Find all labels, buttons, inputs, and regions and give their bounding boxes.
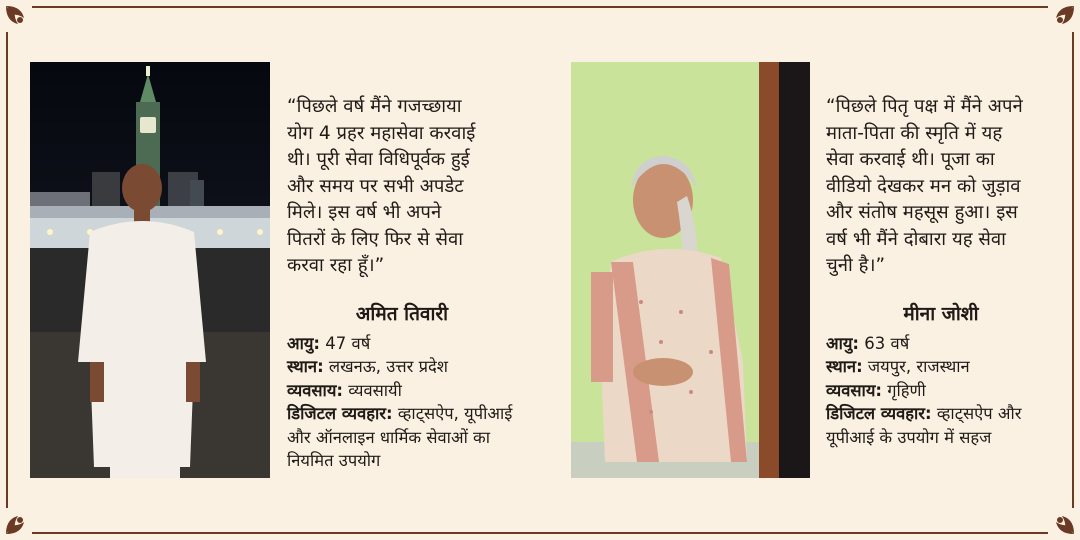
- right-digital-row: [826, 402, 1061, 449]
- border-bottom: [32, 532, 1048, 534]
- age-label: आयु:: [826, 333, 860, 353]
- right-place-row: [826, 355, 1066, 379]
- right-job-row: [826, 379, 1066, 403]
- digital-label: डिजिटल व्यवहार:: [287, 404, 393, 423]
- right-quote: “पिछले पितृ पक्ष में मैंने अपने माता-पिता की स्मृति में यह सेवा करवाई थी। पूजा का वीडियो देखकर मन को जुड़ाव और संतोष महसूस हुआ। इस वर्ष भी मैंने दोबारा यह सेवा चुनी है।”: [826, 96, 1023, 276]
- digital-label: डिजिटल व्यवहार:: [826, 404, 932, 423]
- right-profile-photo: [571, 62, 810, 478]
- left-name: अमित तिवारी: [355, 302, 449, 325]
- left-info: [287, 332, 527, 473]
- job-label: व्यवसाय:: [826, 380, 882, 400]
- border-right: [1072, 32, 1074, 508]
- right-name: मीना जोशी: [903, 302, 979, 325]
- place-label: स्थान:: [287, 357, 324, 376]
- place-value: लखनऊ, उत्तर प्रदेश: [323, 357, 449, 376]
- left-digital-row: [287, 402, 522, 473]
- age-value: 47 वर्ष: [320, 333, 371, 353]
- left-job-row: [287, 379, 527, 403]
- border-top: [32, 6, 1048, 8]
- border-left: [6, 32, 8, 508]
- age-label: आयु:: [287, 333, 321, 353]
- left-place-row: [287, 355, 527, 379]
- job-label: व्यवसाय:: [287, 380, 343, 400]
- left-age-row: [287, 332, 527, 356]
- right-age-row: [826, 332, 1066, 356]
- job-value: गृहिणी: [881, 380, 926, 400]
- ornamental-corner-icon: [1044, 504, 1078, 538]
- place-label: स्थान:: [826, 357, 863, 376]
- right-testimonial-card: [826, 94, 1066, 449]
- left-quote: “पिछले वर्ष मैंने गजच्छाया योग 4 प्रहर महासेवा करवाई थी। पूरी सेवा विधिपूर्वक हुई और समय पर सभी अपडेट मिले। इस वर्ष भी अपने पितरों के लिए फिर से सेवा करवा रहा हूँ।”: [287, 96, 476, 276]
- ornamental-corner-icon: [2, 504, 36, 538]
- digital-value: व्हाट्सऐप, यूपीआई और ऑनलाइन धार्मिक सेवाओं का नियमित उपयोग: [287, 404, 513, 470]
- digital-value: व्हाट्सऐप और यूपीआई के उपयोग में सहज: [826, 404, 1022, 447]
- right-info: [826, 332, 1066, 450]
- job-value: व्यवसायी: [342, 380, 402, 400]
- left-testimonial-card: [287, 94, 527, 473]
- ornamental-corner-icon: [2, 2, 36, 36]
- place-value: जयपुर, राजस्थान: [862, 357, 970, 376]
- ornamental-corner-icon: [1044, 2, 1078, 36]
- left-profile-photo: [30, 62, 270, 478]
- age-value: 63 वर्ष: [859, 333, 910, 353]
